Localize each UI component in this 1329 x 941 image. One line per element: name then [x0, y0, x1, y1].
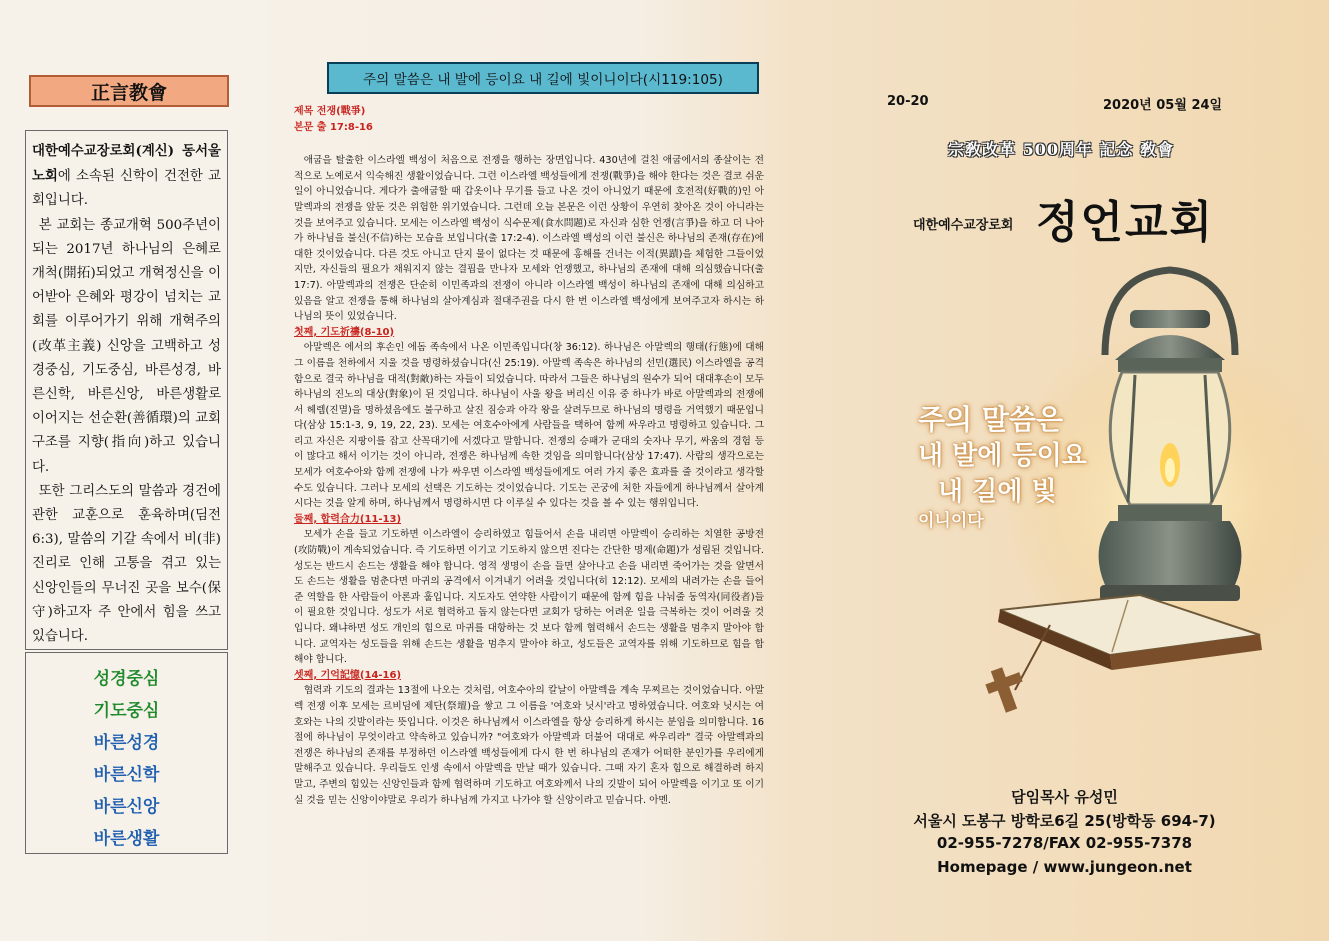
church-address: 서울시 도봉구 방학로6길 25(방학동 694-7) — [913, 812, 1216, 830]
section-heading: 첫째, 기도祈禱(8-10) — [294, 326, 395, 338]
intro-paragraph-1 — [32, 139, 221, 214]
section-body: 아말렉은 에서의 후손인 에돔 족속에서 나온 이민족입니다(창 36:12). 하나님은 아말렉의 행태(行態)에 대해 그 이름을 천하에서 지울 것을 명령하셨습니다(신 25:19). 아말렉 족속은 하나님의 선민(選民) 이스라엘을 공격함으로 결국 하나님을 대적(對敵)하는 자들이 되었습니다. 따라서 그들은 하나님의 원수가 되어 대대후손이 모두 하나님의 진노의 대상(對象)이 된 것입니다. 하나님이 사울 왕을 버리신 이유 중 하나가 바로 아말렉과의 전쟁에서 헤렘(진멸)을 명하셨음에도 불구하고 살진 짐승과 아각 왕을 살려두므로 하나님의 명령을 거역했기 때문입니다(삼상 15:1-3, 9, 19, 22, 23). 모세는 여호수아에게 사람들을 택하여 함께 싸우라고 명령하고 있습니다. 그리고 자신은 지팡이를 잡고 산꼭대기에 서겠다고 말합니다. 전쟁의 승패가 군대의 숫자나 무기, 싸움의 경험 등이 많다고 해서 이기는 것이 아니라, 전쟁은 하나님께 속한 것임을 의미합니다(삼상 17:47). 사람의 생각으로는 모세가 여호수아와 함께 전쟁에 나가 싸우면 이스라엘 백성들에게도 여러 가지 좋은 효과를 줄 것이라고 생각할 수도 있습니다. 그러나 모세의 선택은 기도하는 것이었습니다. 기도는 곤궁에 처한 자들에게 하나님께서 살아계시다는 것을 알게 하며, 하나님께서 명령하시면 다 이루실 수 있다는 것을 볼 수 있는 행위입니다. — [294, 342, 765, 510]
issue-number: 20-20 — [887, 94, 929, 109]
sermon-title: 제목 전쟁(戰爭) — [294, 106, 366, 117]
homepage-link[interactable]: Homepage / www.jungeon.net — [937, 858, 1192, 876]
sermon-body — [294, 104, 764, 808]
art-verse-line: 내 길에 빛 — [938, 477, 1057, 507]
theme-verse: 주의 말씀은 내 발에 등이요 내 길에 빛이니이다(시119:105) — [327, 62, 759, 94]
section-body: 협력과 기도의 결과는 13절에 나오는 것처럼, 여호수아의 칼날이 아말렉을 계속 무찌르는 것이었습니다. 아말렉 전쟁 이후 모세는 르비딤에 제단(祭壇)을 쌓고 그 이름을 '여호와 닛시'라고 명하였습니다. 여호와 닛시는 여호와는 나의 깃발이라는 뜻입니다. 이것은 하나님께서 이스라엘을 항상 승리하게 하시는 분임을 의미합니다. 16절에 하나님이 무엇이라고 약속하고 있습니까? "여호와가 아말렉과 더불어 대대로 싸우리라" 결국 아말렉과의 전쟁은 하나님의 존재를 부정하던 이스라엘 백성들에게 다시 한 번 하나님의 존재가 어떠한 분인가를 우리에게 말해주고 있습니다. 우리들도 인생 속에서 아말렉을 만날 때가 있습니다. 그때 자기 혼자 힘으로 해결하려 하지 말고, 주변의 힘있는 신앙인들과 함께 협력하며 기도하고 여호와께서 나의 깃발이 되어 아말렉을 이기고 또 이기실 것을 믿는 신앙이야말로 우리가 하나님께 가지고 나가야 할 신앙이라고 믿습니다. 아멘. — [294, 685, 764, 806]
sermon-panel — [268, 0, 778, 941]
left-panel — [0, 0, 268, 941]
sermon-header — [294, 104, 764, 135]
section-heading: 둘째, 합력合力(11-13) — [294, 513, 402, 525]
motto-item: 성경중심 — [93, 669, 160, 689]
motto-list — [25, 652, 228, 854]
section-body: 모세가 손을 들고 기도하면 이스라엘이 승리하였고 힘들어서 손을 내리면 아말렉이 승리하는 치열한 공방전(攻防戰)이 계속되었습니다. 즉 기도하면 이기고 기도하지 않으면 진다는 간단한 명제(命題)가 성립된 것입니다. 성도는 반드시 손드는 생활을 해야 합니다. 영적 생명이 손을 들면 살아나고 손을 내리면 죽어가는 것을 알면서도 손드는 생활을 멈춘다면 마귀의 공격에서 이겨내기 어려울 것입니다(히 12:12). 모세의 내려가는 손을 들어준 역할을 한 사람들이 아론과 훌입니다. 지도자도 연약한 사람이기 때문에 함께 힘을 나눠줄 동역자(同役者)들이 필요한 것입니다. 성도가 서로 협력하고 돕지 않는다면 교회가 당하는 어려운 일을 극복하는 것이 어려울 것입니다. 왜냐하면 성도 개인의 힘으로 마귀를 대항하는 것 보다 함께 협력해서 손드는 생활을 멈추지 말아야 합니다. 교역자는 성도들을 위해 손드는 생활을 멈추지 말아야 하고, 성도들은 교역자를 위해 기도하므로 힘을 합해야 합니다. — [294, 529, 764, 666]
intro-paragraph-1-text: 에 소속된 신학이 건전한 교회입니다. — [32, 169, 221, 209]
church-phone: 02-955-7278/FAX 02-955-7378 — [936, 834, 1193, 852]
sermon-text-ref: 본문 출 17:8-16 — [294, 121, 373, 133]
pastor-name: 담임목사 유성민 — [1011, 788, 1118, 806]
intro-paragraph-3: 또한 그리스도의 말씀과 경건에 관한 교훈으로 훈육하며(딤전 6:3), 말씀의 기갈 속에서 비(非) 진리로 인해 고통을 겪고 있는 신앙인들의 무너진 곳을 보수(保守)하고자 주 안에서 힘을 쓰고 있습니다. — [32, 483, 221, 645]
bulletin-date: 2020년 05월 24일 — [1103, 98, 1223, 113]
art-verse — [918, 402, 1087, 532]
motto-item: 기도중심 — [93, 701, 160, 721]
art-verse-line: 이니이다 — [918, 511, 984, 531]
anniversary-banner: 宗敎改革 500周年 記念 敎會 — [948, 140, 1175, 159]
intro-paragraph-1-bold: 대한예수교장로회(계신) 동서울 노회 — [32, 143, 221, 185]
denomination: 대한예수교장로회 — [913, 218, 1014, 233]
section-heading: 셋째, 기억記憶(14-16) — [294, 669, 402, 681]
sermon-intro: 애굽을 탈출한 이스라엘 백성이 처음으로 전쟁을 행하는 장면입니다. 430년에 걸친 애굽에서의 종살이는 전적으로 노예로서 익숙해진 생활이었습니다. 그런 이스라엘 백성들에게 전쟁(戰爭)을 해야 한다는 것은 결코 쉬운 일이 아니었습니다. 게다가 출애굽할 때 갑옷이나 무기를 들고 나온 것이 아니었기 때문에 호전적(好戰的)인 아말렉과의 전쟁을 앞둔 것은 위험한 위기였습니다. 그런데 오늘 본문은 이런 상황이 우연히 찾아온 것이 아니라는 것을 보여주고 있습니다. 모세는 이스라엘 백성이 식수문제(食水問題)로 자신과 심한 언쟁(言爭)을 하고 더 나아가 하나님을 불신(不信)하는 모습을 보입니다(출 17:2-4). 이스라엘 백성의 이런 불신은 하나님의 존재(存在)에 대한 것이었습니다. 다른 것도 아니고 단지 물이 없다는 것 때문에 홍해를 건너는 이적(異蹟)을 체험한 그들이었지만, 자신들의 필요가 채워지지 않는 결핍을 만나자 모세와 언쟁했고, 하나님의 존재에 대해 의심했습니다(출 17:7). 아말렉과의 전쟁은 단순히 이민족과의 전쟁이 아니라 이스라엘 백성이 하나님의 존재에 대해 의심하고 있음을 알고 전쟁을 통해 하나님의 살아계심과 절대주권을 다시 한 번 이스라엘 백성에게 보여주고자 하시는 하나님의 뜻이 있었습니다. — [294, 155, 764, 323]
intro-paragraph-2: 본 교회는 종교개혁 500주년이 되는 2017년 하나님의 은혜로 개척(開拓)되었고 개혁정신을 이어받아 은혜와 평강이 넘치는 교회를 이루어가기 위해 개혁주의(改革主義) 신앙을 고백하고 성경중심, 기도중심, 바른성경, 바른신학, 바른신앙, 바른생활로 이어지는 선순환(善循環)의 교회 구조를 지향(指向)하고 있습니다. — [32, 217, 221, 475]
church-hanja-title: 正言教會 — [29, 75, 229, 107]
cover-panel — [800, 0, 1329, 941]
church-name: 정언교회 — [1036, 197, 1215, 248]
motto-item: 바른신앙 — [93, 797, 160, 817]
art-verse-line: 내 발에 등이요 — [918, 441, 1087, 471]
motto-item: 바른생활 — [93, 829, 160, 849]
art-verse-line: 주의 말씀은 — [918, 403, 1063, 436]
church-intro — [25, 130, 228, 650]
motto-item: 바른신학 — [93, 765, 160, 785]
motto-item: 바른성경 — [93, 733, 160, 753]
